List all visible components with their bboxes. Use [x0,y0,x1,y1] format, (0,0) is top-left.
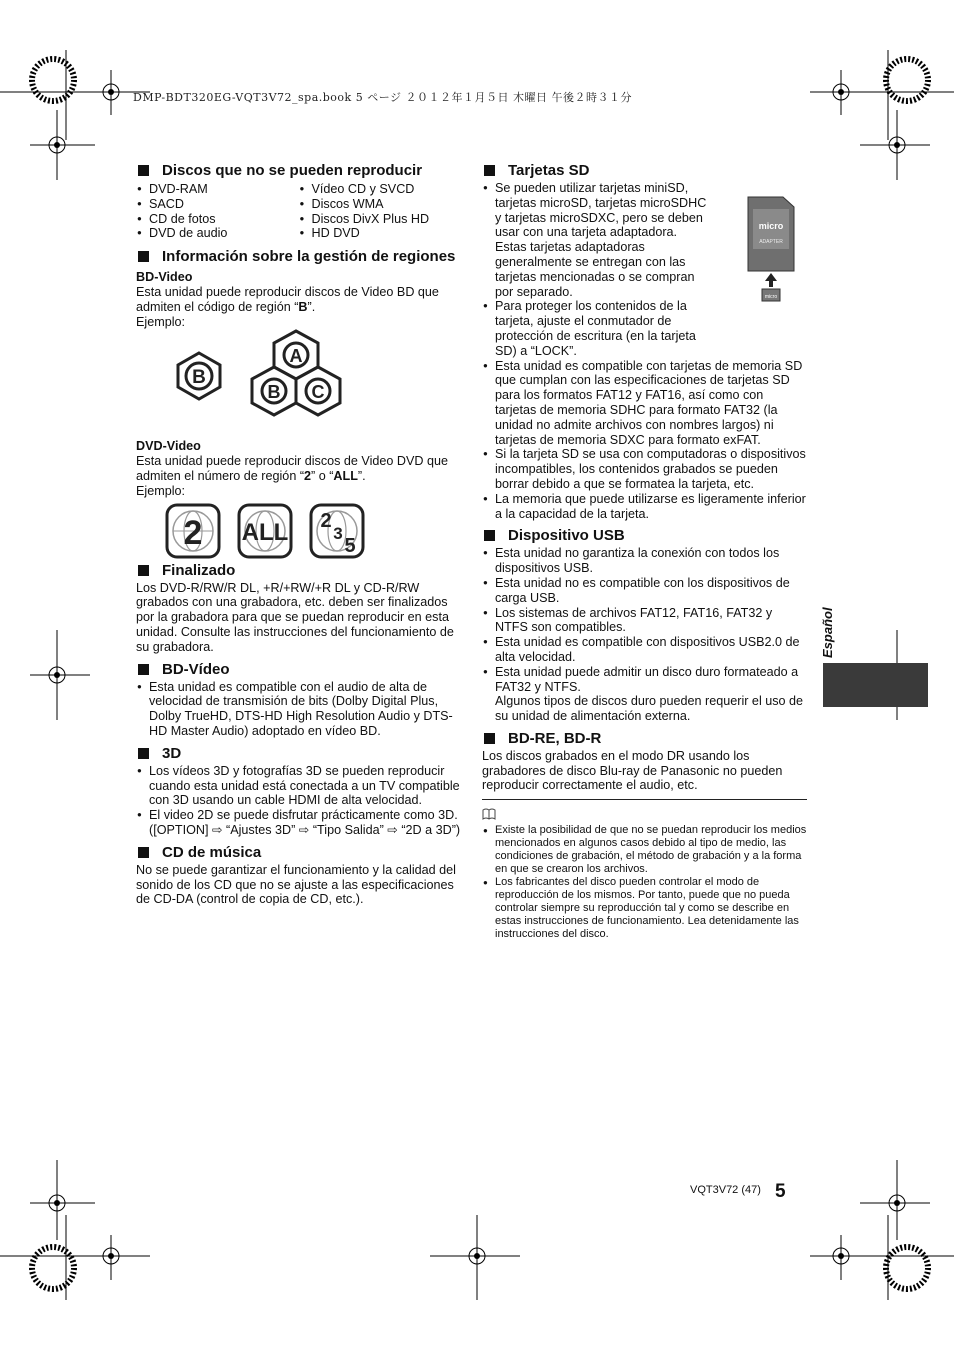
svg-text:2: 2 [320,509,332,532]
book-note-icon [482,808,496,820]
svg-text:Español: Español [820,607,835,658]
bd-video-text: Esta unidad puede reproducir discos de Video BD que admiten el código de región “B”. [136,284,439,314]
list-item: ● El video 2D se puede disfrutar prácticamente como 3D. ([OPTION] ⇨ “Ajustes 3D” ⇨ “Tipo Salida” ⇨ “2D a 3D”) [136,808,461,838]
unsupported-discs-list [136,182,461,241]
svg-text:ALL: ALL [241,518,289,546]
note-item: ● Los fabricantes del disco pueden controlar el modo de reproducción de los mismos. Por tanto, puede que no pueda controlar siempre su reproducción tal y como se describe en estas instrucciones de funcionamiento. Lea detenidamente las instrucciones del disco. [482,876,807,941]
list-item: ● Esta unidad es compatible con tarjetas de memoria SD que cumplan con las especificaciones de tarjetas SD para los formatos FAT12 y FAT16, así como con tarjetas de memoria SDHC para formato FAT32 (la unidad no admite archivos con nombres largos) ni tarjetas de memoria SDXC para formato exFAT. [482,359,807,448]
page-number: 5 [775,1181,786,1202]
disc-list-item: ● SACD [136,197,299,212]
section-heading-regiones: Información sobre la gestión de regiones [136,247,461,267]
disc-list-item: ● CD de fotos [136,212,299,227]
disc-list-item: ● Vídeo CD y SVCD [299,182,462,197]
region-b-hex-icon [178,353,220,399]
sd-adapter-card-image [745,195,797,303]
notes-list [482,824,807,941]
bdvideo-list [136,680,461,739]
disc-list-item: ● HD DVD [299,226,462,241]
bd-example-label: Ejemplo: [136,314,185,329]
list-item: ● Se pueden utilizar tarjetas miniSD, tarjetas microSD, tarjetas microSDHC y tarjetas microSDXC, pero se deben usar con una tarjeta adaptadora. Estas tarjetas adaptadoras generalmente se entregan con las tarjetas mencionadas o se compran por separado. [482,181,707,299]
section-heading-sd: Tarjetas SD [482,161,807,181]
svg-text:micro: micro [758,221,784,231]
list-item: ● Para proteger los contenidos de la tarjeta, ajuste el conmutador de protección de escritura (en la tarjeta SD) a “LOCK”. [482,299,707,358]
list-item: ● Los vídeos 3D y fotografías 3D se pueden reproducir cuando esta unidad está conectada a un TV compatible con 3D usando un cable HDMI de alta velocidad. [136,764,461,808]
bdre-text: Los discos grabados en el modo DR usando los grabadores de disco Blu-ray de Panasonic no pueden reproducir correctamente el audio, etc. [482,748,783,793]
notes-block [482,799,807,941]
dvd-video-label: DVD-Video [136,439,201,454]
dvd-region-icons [136,499,461,561]
svg-text:ADAPTER: ADAPTER [759,239,783,245]
region-all-globe-icon [239,505,291,557]
disc-list-item: ● Discos WMA [299,197,462,212]
section-heading-bdre: BD-RE, BD-R [482,729,807,749]
side-tab [823,663,928,707]
list-item: ● Esta unidad no garantiza la conexión con todos los dispositivos USB. [482,546,807,576]
right-column [482,161,807,941]
list-item: ● Si la tarjeta SD se usa con computadoras o dispositivos incompatibles, los contenidos grabados se pueden borrar debido a que se formatea la tarjeta, etc. [482,447,807,491]
section-heading-3d: 3D [136,744,461,764]
dvd-example-label: Ejemplo: [136,483,185,498]
section-heading-discos: Discos que no se pueden reproducir [136,161,461,181]
svg-text:3: 3 [333,523,343,543]
list-item: ● Los sistemas de archivos FAT12, FAT16, FAT32 y NTFS son compatibles. [482,606,807,636]
crop-header-text: DMP-BDT320EG-VQT3V72_spa.book 5 ページ ２０１２年１月５日 木曜日 午後２時３１分 [133,91,632,104]
region-2-globe-icon [167,505,219,557]
discs-col-1 [136,182,299,241]
bd-region-icons [136,329,461,439]
disc-list-item: ● DVD-RAM [136,182,299,197]
section-heading-bdvideo: BD-Vídeo [136,660,461,680]
region-abc-hex-icon [252,331,340,415]
svg-text:micro: micro [764,294,778,300]
disc-list-item: ● Discos DivX Plus HD [299,212,462,227]
footer-code: VQT3V72 (47) [690,1184,761,1196]
list-item: ● Esta unidad es compatible con dispositivos USB2.0 de alta velocidad. [482,635,807,665]
list-item: ● Esta unidad puede admitir un disco duro formateado a FAT32 y NTFS. [482,665,807,695]
disc-list-item: ● DVD de audio [136,226,299,241]
list-item: ● Esta unidad es compatible con el audio de alta de velocidad de transmisión de bits (Dolby Digital Plus, Dolby TrueHD, DTS-HD High Resolution Audio y DTS-HD Master Audio) adoptado en vídeo BD. [136,680,461,739]
finalizado-text: Los DVD-R/RW/R DL, +R/+RW/+R DL y CD-R/RW grabados con una grabadora, etc. deben ser finalizados por la grabadora para que se puedan reproducir en esta unidad. Consulte las instrucciones del funcionamiento de su grabadora. [136,580,454,654]
region-235-globe-icon [311,505,363,557]
3d-list [136,764,461,838]
bd-video-label: BD-Video [136,270,193,285]
list-item: ● La memoria que puede utilizarse es ligeramente inferior a la capacidad de la tarjeta. [482,492,807,522]
note-item: ● Existe la posibilidad de que no se puedan reproducir los medios mencionados en algunos casos debido al tipo de medio, las condiciones de grabación, el método de grabación y a la forma en que se crearon los archivos. [482,824,807,876]
usb-list [482,546,807,694]
section-heading-finalizado: Finalizado [136,561,461,581]
usb-extra-text: Algunos tipos de discos duro pueden requerir el uso de su unidad de alimentación externa. [495,694,804,724]
list-item: ● Esta unidad no es compatible con los dispositivos de carga USB. [482,576,807,606]
svg-text:B: B [267,382,281,403]
left-column [136,161,461,907]
discs-col-2 [299,182,462,241]
svg-text:2: 2 [183,513,203,552]
side-language-label [810,600,846,660]
cd-musica-text: No se puede garantizar el funcionamiento y la calidad del sonido de los CD que no se ajuste a las especificaciones de CD-DA (control de copia de CD, etc.). [136,862,456,907]
dvd-video-text: Esta unidad puede reproducir discos de Video DVD que admiten el número de región “2” o “ALL”. [136,454,449,483]
svg-text:C: C [311,382,325,403]
section-heading-cd-musica: CD de música [136,843,461,863]
svg-text:B: B [192,367,206,389]
svg-text:5: 5 [344,534,356,557]
svg-text:A: A [289,346,303,367]
section-heading-usb: Dispositivo USB [482,526,807,546]
